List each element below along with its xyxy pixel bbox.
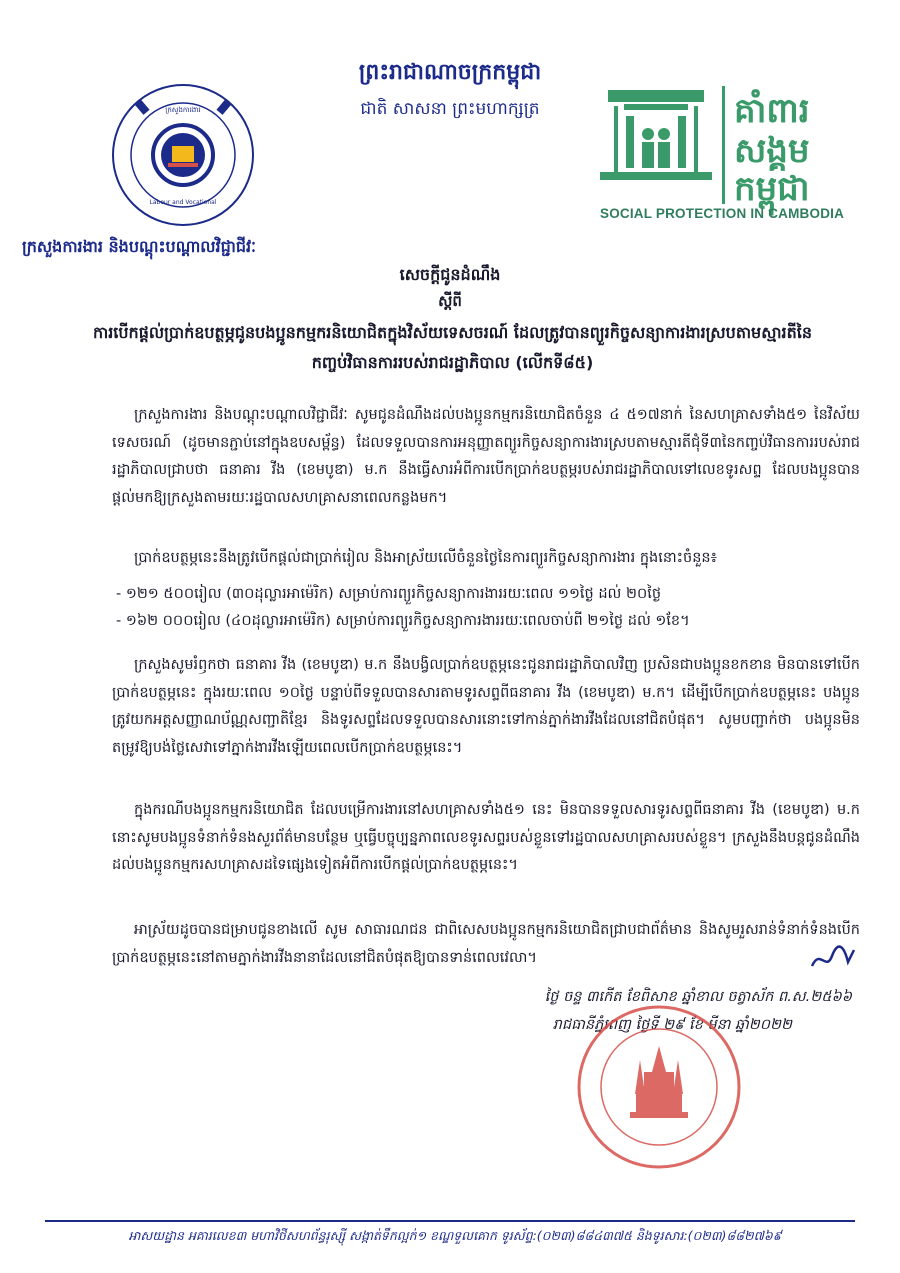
svg-text:ក្រសួងការងារ: ក្រសួងការងារ xyxy=(165,106,201,114)
issue-date: រាជធានីភ្នំពេញ ថ្ងៃទី ២៩ ខែ មីនា ឆ្នាំ២០២២ xyxy=(552,1017,792,1033)
official-seal xyxy=(574,1002,744,1172)
ministry-logo xyxy=(108,80,258,230)
svg-text:សង្គម: សង្គម xyxy=(734,131,810,171)
svg-text:គាំពារ: គាំពារ xyxy=(734,91,810,131)
amount-item: - ១៦២ ០០០រៀល (៤០ដុល្លារអាម៉េរិក) សម្រាប់ការព្យួរកិច្ចសន្យាការងាររយៈពេលចាប់ពី ២១ថ្ងៃ ដល់ ១ខែ។ xyxy=(116,613,690,629)
footer-divider xyxy=(45,1220,855,1222)
ministry-name: ក្រសួងការងារ និងបណ្តុះបណ្តាលវិជ្ជាជីវៈ xyxy=(22,237,256,256)
lunar-date: ថ្ងៃ ចន្ទ ៣កើត ខែពិសាខ ឆ្នាំខាល ចត្វាស័ក ព.ស.២៥៦៦ xyxy=(544,989,852,1005)
kingdom-title: ព្រះរាជាណាចក្រកម្ពុជា xyxy=(358,60,542,85)
initial-signature xyxy=(808,942,858,976)
svg-text:កម្ពុជា: កម្ពុជា xyxy=(734,169,810,209)
national-motto: ជាតិ សាសនា ព្រះមហាក្សត្រ xyxy=(360,99,540,119)
paragraph-intro: ក្រសួងការងារ និងបណ្តុះបណ្តាលវិជ្ជាជីវៈ សូមជូនដំណឹងដល់បងប្អូនកម្មករនិយោជិតចំនួន ៤ ៥១៧នាក់ នៃសហគ្រាសទាំង៥១ នៃវិស័យទេសចរណ៍ (ដូចមានភ្ជាប់នៅក្នុងឧបសម្ព័ន្ធ) ដែលទទួលបានការអនុញ្ញាតព្យួរកិច្ចសន្យាការងារស្របតាមស្មារតីជុំទី៣នៃកញ្ចប់វិធានការរបស់រាជរដ្ឋាភិបាលជ្រាបថា ធនាគារ វីង (ខេមបូឌា) ម.ក នឹងធ្វើសារអំពីការបើកប្រាក់ឧបត្ថម្ភរបស់រាជរដ្ឋាភិបាលទៅលេខទូរសព្ទ ដែលបងប្អូនបានផ្តល់មកឱ្យក្រសួងតាមរយៈរដ្ឋបាលសហគ្រាសនាពេលកន្លងមក។ xyxy=(112,407,860,506)
footer-address: អាសយដ្ឋាន អគារលេខ៣ មហាវិថីសហព័ន្ធរុស្ស៊ី សង្កាត់ទឹកល្អក់១ ខណ្ឌទួលគោក ទូរស័ព្ទ:(០២៣)៨៨៤៣៧៥ និងទូរសារ:(០២៣)៨៨២៧៦៩ xyxy=(128,1228,782,1243)
svg-text:Labour and Vocational: Labour and Vocational xyxy=(149,199,217,206)
paragraph-closing: អាស្រ័យដូចបានជម្រាបជូនខាងលើ សូម សាធារណជន ជាពិសេសបងប្អូនកម្មករនិយោជិតជ្រាបជាព័ត៌មាន និងសូមរួសរាន់ទំនាក់ទំនងបើកប្រាក់ឧបត្ថម្ភនេះនៅតាមភ្នាក់ងារវីងនានាដែលនៅជិតបំផុតឱ្យបានទាន់ពេលវេលា។ xyxy=(112,922,860,966)
amount-item: - ១២១ ៥០០រៀល (៣០ដុល្លារអាម៉េរិក) សម្រាប់ការព្យួរកិច្ចសន្យាការងាររយៈពេល ១១ថ្ងៃ ដល់ ២០ថ្ងៃ xyxy=(116,586,662,602)
amount-list xyxy=(112,581,860,635)
paragraph-amounts: ប្រាក់ឧបត្ថម្ភនេះនឹងត្រូវបើកផ្តល់ជាប្រាក់រៀល និងអាស្រ័យលើចំនួនថ្ងៃនៃការព្យួរកិច្ចសន្យាការងារ ក្នុងនោះចំនួន៖ xyxy=(134,550,717,566)
document-type: សេចក្តីជូនដំណឹង xyxy=(399,265,501,284)
social-protection-caption: SOCIAL PROTECTION IN CAMBODIA xyxy=(600,206,845,221)
about-label: ស្តីពី xyxy=(438,292,462,310)
paragraph-contact: ក្នុងករណីបងប្អូនកម្មករនិយោជិត ដែលបម្រើការងារនៅសហគ្រាសទាំង៥១ នេះ មិនបានទទួលសារទូរសព្ទពីធនាគារ វីង (ខេមបូឌា) ម.ក នោះសូមបងប្អូនទំនាក់ទំនងសួរព័ត៌មានបន្ថែម ឬធ្វើបច្ចុប្បន្នភាពលេខទូរសព្ទរបស់ខ្លួនទៅរដ្ឋបាលសហគ្រាសរបស់ខ្លួន។ ក្រសួងនឹងបន្តជូនដំណឹងដល់បងប្អូនកម្មករសហគ្រាសដទៃផ្សេងទៀតអំពីការបើកផ្តល់ប្រាក់ឧបត្ថម្ភនេះ។ xyxy=(112,802,860,873)
paragraph-reminder: ក្រសួងសូមរំឭកថា ធនាគារ វីង (ខេមបូឌា) ម.ក នឹងបង្វិលប្រាក់ឧបត្ថម្ភនេះជូនរាជរដ្ឋាភិបាលវិញ ប្រសិនជាបងប្អូនខកខាន មិនបានទៅបើកប្រាក់ឧបត្ថម្ភនេះ ក្នុងរយៈពេល ១០ថ្ងៃ បន្ទាប់ពីទទួលបានសារតាមទូរសព្ទពីធនាគារ វីង (ខេមបូឌា) ម.ក។ ដើម្បីបើកប្រាក់ឧបត្ថម្ភនេះ បងប្អូនត្រូវយកអត្តសញ្ញាណប័ណ្ណសញ្ជាតិខ្មែរ និងទូរសព្ទដែលទទួលបានសារនោះទៅកាន់ភ្នាក់ងារវីងដែលនៅជិតបំផុត។ សូមបញ្ជាក់ថា បងប្អូនមិនតម្រូវឱ្យបង់ថ្លៃសេវាទៅភ្នាក់ងារវីងឡើយពេលបើកប្រាក់ឧបត្ថម្ភនេះ។ xyxy=(112,657,860,756)
social-protection-logo xyxy=(596,86,846,224)
subject-heading: ការបើកផ្តល់ប្រាក់ឧបត្ថម្ភជូនបងប្អូនកម្មករនិយោជិតក្នុងវិស័យទេសចរណ៍ ដែលត្រូវបានព្យួរកិច្ចសន្យាការងារស្របតាមស្មារតីនៃកញ្ចប់វិធានការរបស់រាជរដ្ឋាភិបាល (លើកទី៨៥) xyxy=(92,323,812,372)
